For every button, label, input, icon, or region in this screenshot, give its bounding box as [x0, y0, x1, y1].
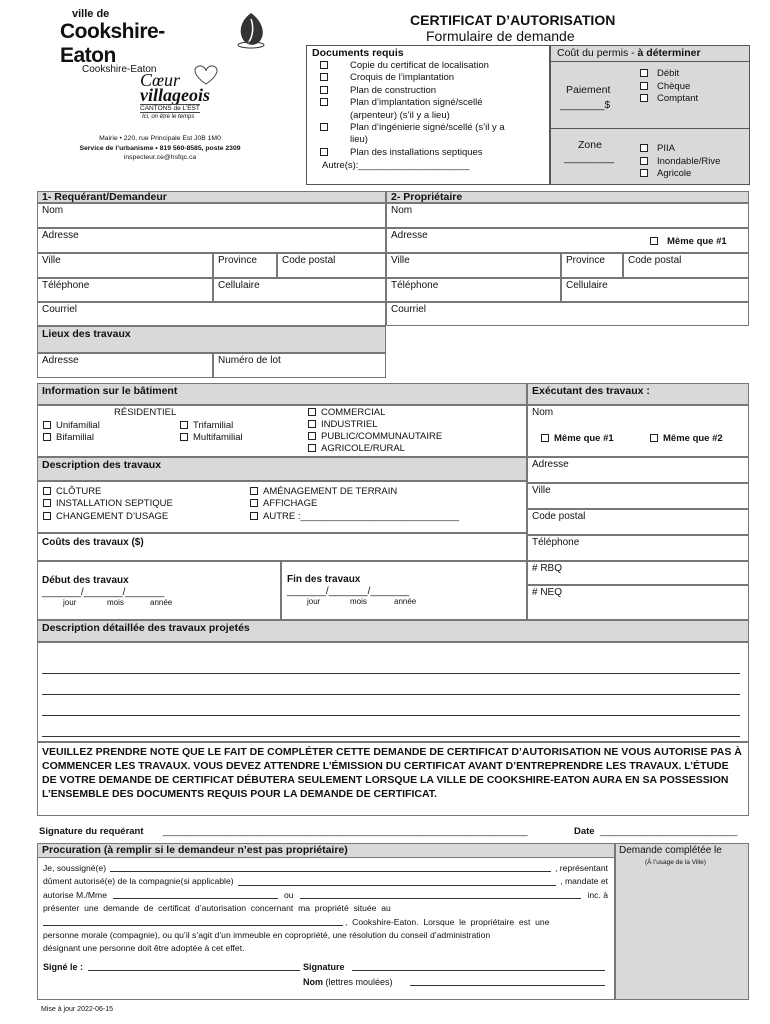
checkbox-icon[interactable]: [308, 432, 316, 440]
doc-item[interactable]: [320, 147, 505, 159]
demande-completee-box: [615, 843, 749, 1000]
prop-nom-label: Nom: [391, 205, 413, 216]
doc-label: lieu): [350, 134, 368, 146]
zone-agricole[interactable]: [640, 168, 720, 181]
signature-date-label: Date: [574, 826, 595, 837]
req-nom-label: Nom: [42, 205, 64, 216]
doc-label: Croquis de l’implantation: [350, 72, 455, 84]
checkbox-icon[interactable]: [320, 61, 328, 69]
checkbox-icon[interactable]: [43, 421, 51, 429]
prop-courriel-label: Courriel: [391, 304, 427, 315]
checkbox-icon[interactable]: [180, 433, 188, 441]
prop-cellulaire-label: Cellulaire: [566, 280, 608, 291]
opt-label: CLÔTURE: [56, 486, 102, 497]
proc-signature-field[interactable]: [352, 970, 605, 971]
fin-date-line[interactable]: _______/_______/_______: [287, 586, 410, 597]
checkbox-icon[interactable]: [640, 82, 648, 90]
batiment-types: [37, 405, 527, 457]
debut-label: Début des travaux: [42, 575, 129, 586]
exec-meme-2[interactable]: [650, 433, 723, 444]
option-label: Comptant: [657, 93, 699, 104]
paiement-options: [640, 68, 698, 106]
req-cellulaire-label: Cellulaire: [218, 280, 260, 291]
proc-nom-label: [303, 977, 393, 987]
signature-field[interactable]: _____________________________________________________________________: [163, 826, 528, 837]
doc-item[interactable]: [320, 122, 505, 134]
prop-ville-label: Ville: [391, 255, 410, 266]
opt-multifamilial[interactable]: [180, 432, 243, 443]
zone-options: [640, 143, 720, 181]
req-courriel-field[interactable]: [37, 302, 386, 326]
checkbox-icon[interactable]: [43, 512, 51, 520]
prop-meme-que-1[interactable]: [650, 236, 727, 247]
doc-item[interactable]: [320, 60, 505, 72]
prop-province-label: Province: [566, 255, 605, 266]
autres-field[interactable]: Autre(s):_____________________: [322, 160, 470, 171]
procuration-title: Procuration (à remplir si le demandeur n’est pas propriétaire): [42, 844, 348, 856]
opt-usage[interactable]: [43, 511, 168, 522]
checkbox-icon[interactable]: [320, 73, 328, 81]
form-title: CERTIFICAT D’AUTORISATION: [410, 12, 616, 28]
batiment-title: Information sur le bâtiment: [42, 385, 178, 397]
opt-label: Multifamilial: [193, 432, 243, 443]
opt-septique[interactable]: [43, 498, 173, 509]
checkbox-icon[interactable]: [250, 512, 258, 520]
opt-label: AUTRE :______________________________: [263, 511, 459, 522]
address-line-2: Service de l’urbanisme • 819 560-8585, poste 2309: [79, 144, 241, 152]
proc-line-6: personne morale (compagnie), ou qu’il s’agit d’un immeuble en copropriété, une résolution du conseil d’administration: [43, 930, 491, 941]
checkbox-icon[interactable]: [650, 237, 658, 245]
opt-label: Unifamilial: [56, 420, 100, 431]
checkbox-icon[interactable]: [320, 86, 328, 94]
zone-inondable[interactable]: [640, 156, 720, 169]
opt-label: AFFICHAGE: [263, 498, 318, 509]
option-label: Chèque: [657, 80, 691, 92]
leaf-icon: [236, 11, 266, 49]
opt-label: PUBLIC/COMMUNAUTAIRE: [321, 431, 443, 442]
checkbox-icon[interactable]: [640, 94, 648, 102]
documents-list: [320, 60, 505, 159]
doc-item[interactable]: [320, 97, 505, 109]
proc-text: Je, soussigné(e): [43, 863, 107, 873]
opt-label: Trifamilial: [193, 420, 234, 431]
option-label: Inondable/Rive: [657, 155, 721, 167]
debut-date-line[interactable]: _______/_______/_______: [42, 587, 165, 598]
exec-ville-label: Ville: [532, 485, 551, 496]
coeur-villageois-logo: [82, 62, 242, 124]
opt-industriel[interactable]: [308, 419, 377, 430]
req-ville-label: Ville: [42, 255, 61, 266]
opt-public[interactable]: [308, 431, 442, 442]
detail-title: Description détaillée des travaux projetés: [42, 622, 250, 634]
exec-neq-label: # NEQ: [532, 587, 563, 598]
fin-jour: jour: [307, 597, 321, 606]
zone-field[interactable]: _________: [564, 153, 615, 164]
signature-label: Signature du requérant: [39, 826, 144, 837]
opt-label: AGRICOLE/RURAL: [321, 443, 405, 454]
opt-label: COMMERCIAL: [321, 407, 386, 418]
doc-label: Plan de construction: [350, 84, 437, 96]
proc-text: , Cookshire-Eaton. Lorsque le propriétaire est une: [345, 916, 550, 927]
city-address: [60, 134, 260, 163]
debut-mois: mois: [107, 598, 124, 607]
option-label: Agricole: [657, 168, 692, 179]
checkbox-icon[interactable]: [180, 421, 188, 429]
opt-autre[interactable]: [250, 511, 459, 522]
procuration-text: [43, 862, 608, 956]
exec-meme-1[interactable]: [541, 433, 614, 444]
proc-text: inc. à: [587, 889, 608, 900]
checkbox-icon[interactable]: [250, 499, 258, 507]
logo2-top: Cookshire-Eaton: [82, 64, 157, 75]
fin-mois: mois: [350, 597, 367, 606]
proc-text: dûment autorisé(e) de la compagnie(si applicable): [43, 876, 234, 887]
footer-update: Mise à jour 2022-06-15: [41, 1006, 113, 1013]
residentiel-label: RÉSIDENTIEL: [114, 407, 177, 418]
lieux-adresse-label: Adresse: [42, 355, 79, 366]
exec-telephone-label: Téléphone: [532, 537, 580, 548]
doc-item[interactable]: [320, 85, 505, 97]
prop-adresse-label: Adresse: [391, 230, 428, 241]
option-label: Débit: [657, 68, 680, 79]
prop-telephone-label: Téléphone: [391, 280, 439, 291]
opt-trifamilial[interactable]: [180, 420, 233, 431]
exec-adresse-label: Adresse: [532, 459, 569, 470]
fin-annee: année: [394, 597, 417, 606]
doc-label: Plan des installations septiques: [350, 146, 483, 158]
opt-amenagement[interactable]: [250, 486, 397, 497]
signe-le-field[interactable]: [88, 970, 300, 971]
divider: [550, 128, 750, 129]
proc-line-7: désignant une personne doit être adoptée à cet effet.: [43, 943, 245, 954]
proc-text: ou: [284, 889, 294, 900]
req-adresse-label: Adresse: [42, 230, 79, 241]
detail-line: [42, 715, 740, 716]
doc-label: (arpenteur) (s’il y a lieu): [350, 109, 450, 121]
proc-nom-field[interactable]: [410, 985, 605, 986]
proc-text: autorise M./Mme: [43, 889, 107, 900]
option-cheque[interactable]: [640, 81, 698, 94]
doc-item-cont: [320, 134, 505, 146]
fin-label: Fin des travaux: [287, 574, 361, 585]
doc-label: Plan d’ingénierie signé/scellé (s’il y a: [350, 122, 505, 134]
address-line-1: Mairie • 220, rue Principale Est J0B 1M0: [99, 135, 221, 142]
opt-unifamilial[interactable]: [43, 420, 100, 431]
checkbox-icon[interactable]: [640, 69, 648, 77]
exec-nom-field[interactable]: [527, 405, 749, 457]
zone-label: Zone: [578, 139, 602, 151]
proc-line-5: [43, 916, 608, 929]
option-debit[interactable]: [640, 68, 698, 81]
opt-commercial[interactable]: [308, 407, 385, 418]
proc-line-4: présenter une demande de certificat d’autorisation concernant ma propriété située au: [43, 903, 391, 914]
checkbox-icon[interactable]: [43, 487, 51, 495]
opt-label: CHANGEMENT D’USAGE: [56, 511, 169, 522]
checkbox-icon[interactable]: [541, 434, 549, 442]
proc-line-3: [43, 889, 608, 902]
logo2-coeur: Cœur: [140, 70, 181, 90]
logo2-tag: Ici, on être le temps: [142, 114, 195, 120]
doc-item-cont: [320, 110, 505, 122]
nom-suffix: (lettres moulées): [325, 977, 393, 987]
req-ville-field[interactable]: [37, 253, 213, 278]
signe-le-label: Signé le :: [43, 962, 84, 972]
detail-line: [42, 673, 740, 674]
logo2-cantons: CANTONS de L’EST: [140, 105, 200, 112]
logo2-villageois: villageois: [140, 85, 210, 105]
opt-label: INDUSTRIEL: [321, 419, 378, 430]
cout-title-b: à déterminer: [637, 47, 701, 59]
opt-label: AMÉNAGEMENT DE TERRAIN: [263, 486, 398, 497]
demande-completee-label: Demande complétée le: [619, 845, 722, 856]
req-codepostal-label: Code postal: [282, 255, 336, 266]
signature-date-field[interactable]: __________________________: [600, 826, 738, 837]
logo-ville-de: ville de: [72, 8, 110, 20]
requerant-title: 1- Requérant/Demandeur: [42, 191, 167, 203]
checkbox-icon[interactable]: [43, 499, 51, 507]
detail-line: [42, 694, 740, 695]
lieux-lot-label: Numéro de lot: [218, 355, 281, 366]
req-telephone-label: Téléphone: [42, 280, 90, 291]
prop-codepostal-label: Code postal: [628, 255, 682, 266]
zone-piia[interactable]: [640, 143, 720, 156]
documents-title: Documents requis: [312, 47, 404, 59]
prop-nom-field[interactable]: [386, 203, 749, 228]
logo-brand: Cookshire-Eaton: [60, 20, 165, 67]
exec-rbq-label: # RBQ: [532, 563, 563, 574]
nom-bold: Nom: [303, 977, 323, 987]
detail-textarea[interactable]: [37, 642, 749, 742]
executant-title: Exécutant des travaux :: [532, 385, 650, 397]
checkbox-icon[interactable]: [320, 98, 328, 106]
checkbox-icon[interactable]: [320, 148, 328, 156]
debut-annee: année: [150, 598, 173, 607]
exec-ville-field[interactable]: [527, 483, 749, 509]
checkbox-icon[interactable]: [308, 444, 316, 452]
doc-item[interactable]: [320, 72, 505, 84]
usage-ville-label: (À l’usage de la Ville): [645, 859, 706, 866]
proc-input[interactable]: [238, 875, 557, 885]
city-logo: [60, 8, 220, 67]
cout-title: [557, 47, 701, 59]
proc-input[interactable]: [300, 889, 582, 899]
opt-cloture[interactable]: [43, 486, 101, 497]
debut-jour: jour: [63, 598, 77, 607]
option-comptant[interactable]: [640, 93, 698, 106]
proc-line-2: [43, 875, 608, 888]
proc-line-1: [43, 862, 608, 875]
checkbox-icon[interactable]: [640, 157, 648, 165]
address-line-3: inspecteur.ce@hsfqc.ca: [123, 154, 197, 161]
proc-signature-label: Signature: [303, 962, 345, 972]
proc-input[interactable]: [110, 862, 551, 872]
paiement-label: Paiement: [566, 84, 611, 96]
checkbox-icon[interactable]: [320, 123, 328, 131]
req-courriel-label: Courriel: [42, 304, 78, 315]
form-subtitle: Formulaire de demande: [426, 28, 575, 44]
paiement-field[interactable]: ________$: [560, 100, 611, 111]
req-adresse-field[interactable]: [37, 228, 386, 253]
exec-codepostal-label: Code postal: [532, 511, 586, 522]
exec-nom-label: Nom: [532, 407, 554, 418]
opt-bifamilial[interactable]: [43, 432, 94, 443]
couts-label: Coûts des travaux ($): [42, 537, 144, 548]
checkbox-icon[interactable]: [650, 434, 658, 442]
proc-text: , mandate et: [560, 876, 608, 887]
description-title: Description des travaux: [42, 459, 162, 471]
prop-courriel-field[interactable]: [386, 302, 749, 326]
checkbox-icon[interactable]: [308, 408, 316, 416]
meme-label: Même que #1: [554, 433, 614, 444]
checkbox-icon[interactable]: [250, 487, 258, 495]
checkbox-icon[interactable]: [640, 169, 648, 177]
doc-label: Plan d’implantation signé/scellé: [350, 97, 483, 109]
doc-label: Copie du certificat de localisation: [350, 60, 489, 71]
option-label: PIIA: [657, 143, 675, 154]
proc-input[interactable]: [43, 916, 343, 926]
divider: [550, 61, 750, 62]
checkbox-icon[interactable]: [640, 144, 648, 152]
meme-label: Même que #2: [663, 433, 723, 444]
detail-line: [42, 736, 740, 737]
checkbox-icon[interactable]: [308, 420, 316, 428]
opt-affichage[interactable]: [250, 498, 317, 509]
opt-agricole[interactable]: [308, 443, 405, 454]
req-province-label: Province: [218, 255, 257, 266]
opt-label: INSTALLATION SEPTIQUE: [56, 498, 173, 509]
cout-title-a: Coût du permis -: [557, 47, 638, 59]
notice-text: VEUILLEZ PRENDRE NOTE QUE LE FAIT DE COMPLÉTER CETTE DEMANDE DE CERTIFICAT D’AUTORISATION NE VOUS AUTORISE PAS À COMMENCER LES TRAVAUX. VOUS DEVEZ ATTENDRE L’ÉMISSION DU CERTIFICAT AVANT D’ENTREPRENDRE LES TRAVAUX. L’ÉTUDE DE VOTRE DEMANDE DE CERTIFICAT DÉBUTERA SEULEMENT LORSQUE LA VILLE DE COOKSHIRE-EATON AURA EN SA POSSESSION L’ENSEMBLE DES DOCUMENTS REQUIS POUR LA DEMANDE DE CERTIFICAT.: [42, 746, 742, 800]
req-nom-field[interactable]: [37, 203, 386, 228]
prop-ville-field[interactable]: [386, 253, 561, 278]
lieux-title: Lieux des travaux: [42, 328, 131, 340]
checkbox-icon[interactable]: [43, 433, 51, 441]
proc-input[interactable]: [113, 889, 278, 899]
proc-text: , représentant: [554, 863, 608, 873]
proprietaire-title: 2- Propriétaire: [391, 191, 463, 203]
opt-label: Bifamilial: [56, 432, 95, 443]
meme-label: Même que #1: [667, 236, 727, 247]
